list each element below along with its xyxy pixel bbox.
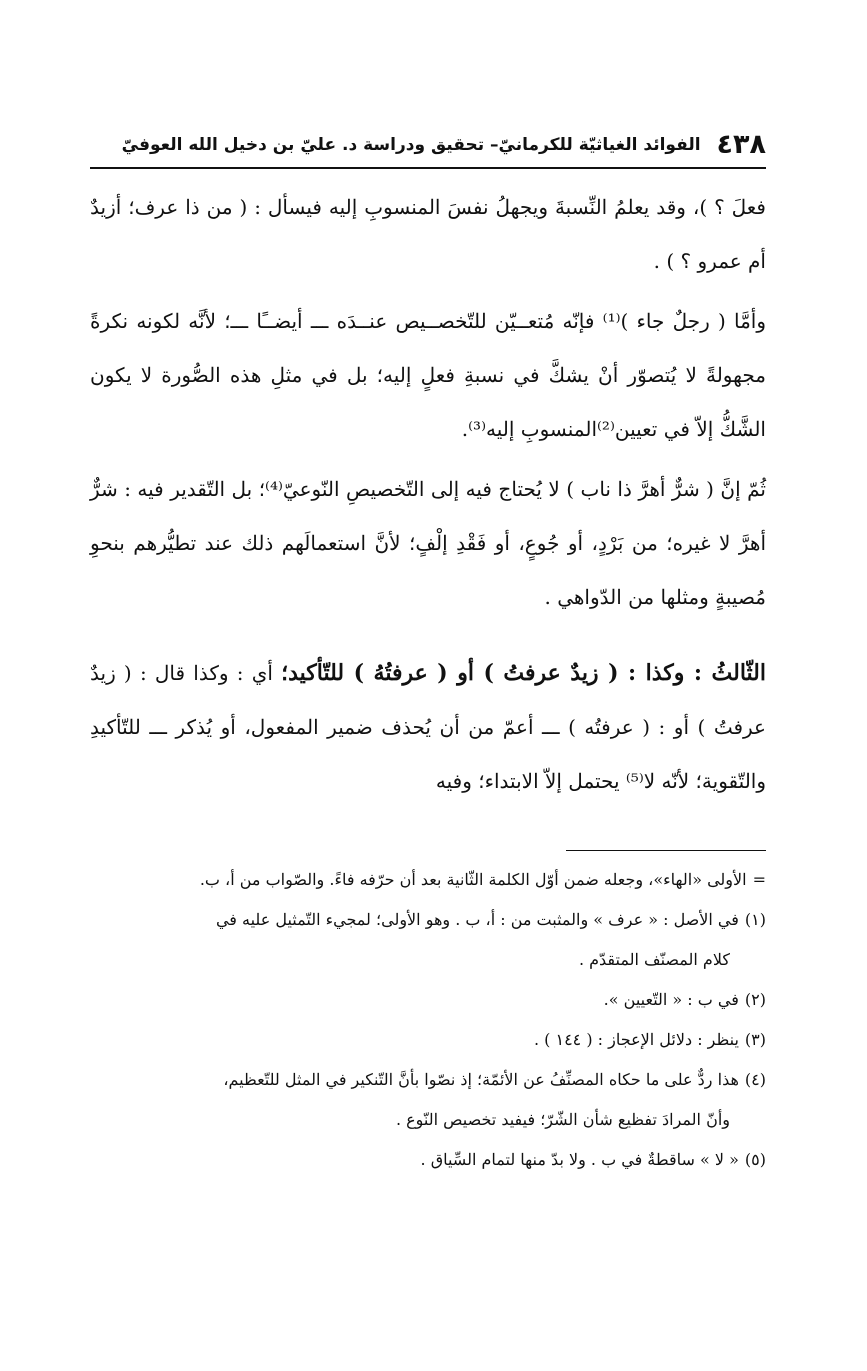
footnote-text: هذا ردٌّ على ما حكاه المصنِّفُ عن الأئمّة؛ إذ نصّوا بأنَّ التّنكير في المثل للتّعظيم،: [223, 1070, 739, 1089]
main-text: [90, 180, 766, 808]
footnote-label: =: [752, 870, 766, 889]
footnote-text: الأولى «الهاء»، وجعله ضمن أوّل الكلمة الثّانية بعد أن حرّفه فاءً. والصّواب من أ، ب.: [199, 870, 747, 889]
paragraph-2: وأمَّا ( رجلٌ جاء )⁽¹⁾ فإنّه مُتعــيّن للتّخصــيص عنــدَه ـــ أيضــًا ـــ؛ لأنَّه لكونه نكرةً مجهولةً لا يُتصوّر أنْ يشكَّ في نسبةِ فعلٍ إليه؛ بل في مثلِ هذه الصُّورة لا يكون الشَّكُّ إلاّ في تعيين⁽²⁾المنسوبِ إليه⁽³⁾.: [90, 309, 766, 441]
footnote-rule: [566, 850, 766, 851]
footnote-label: (٣): [744, 1030, 766, 1049]
footnote-label: (٢): [744, 990, 766, 1009]
paragraph-3: ثُمّ إنَّ ( شرٌّ أهرَّ ذا ناب ) لا يُحتاج فيه إلى التّخصيصِ النّوعيّ⁽⁴⁾؛ بل التّقدير فيه : شرٌّ أهرَّ لا غيره؛ من بَرْدٍ، أو جُوعٍ، أو فَقْدِ إلْفٍ؛ لأنَّ استعمالَهم ذلك عند تطيُّرهم بنحوِ مُصيبةٍ ومثلها من الدّواهي .: [90, 477, 766, 609]
footnote-1: [90, 900, 766, 980]
footnote-4: [90, 1060, 766, 1140]
header-rule: [90, 167, 766, 169]
footnote-continuation: كلام المصنّف المتقدّم .: [578, 950, 730, 969]
paragraph-1: فعلَ ؟ )، وقد يعلمُ النِّسبةَ ويجهلُ نفسَ المنسوبِ إليه فيسأل : ( من ذا عرف؛ أزيدٌ أم عمرو ؟ ) .: [90, 195, 766, 273]
footnote-5: [90, 1140, 766, 1180]
footnote-text: في ب : « التّعيين ».: [603, 990, 739, 1009]
footnote-2: [90, 980, 766, 1020]
page-number: ٤٣٨: [716, 129, 766, 160]
footnote-text: « لا » ساقطةٌ في ب . ولا بدّ منها لتمام السِّياق .: [420, 1150, 739, 1169]
paragraph-4-text: أي : وكذا قال : ( زيدٌ عرفتُ ) أو : ( عرفتُه ) ـــ أعمّ من أن يُحذف ضمير المفعول، أو يُذكر ـــ للتّأكيدِ والتّقوية؛ لأنّه لا⁽⁵⁾ يحتمل إلاّ الابتداء؛ وفيه: [90, 661, 766, 793]
running-head: الفوائد الغياثيّة للكرمانيّ– تحقيق ودراسة د. عليّ بن دخيل الله العوفيّ: [121, 135, 701, 155]
footnote-text: في الأصل : « عرف » والمثبت من : أ، ب . وهو الأولى؛ لمجيء التّمثيل عليه في: [215, 910, 739, 929]
footnote-text: ينظر : دلائل الإعجاز : ( ١٤٤ ) .: [533, 1030, 739, 1049]
footnote-3: [90, 1020, 766, 1060]
footnotes: [90, 860, 766, 1180]
footnote-label: (١): [744, 910, 766, 929]
paragraph-4: [90, 646, 766, 808]
footnote-label: (٤): [744, 1070, 766, 1089]
footnote-continued: [90, 860, 766, 900]
footnote-continuation: وأنّ المرادَ تفظيع شأن الشّرّ؛ فيفيد تخصيص النّوع .: [395, 1110, 730, 1129]
footnote-label: (٥): [744, 1150, 766, 1169]
section-heading: الثّالثُ : وكذا : ( زيدٌ عرفتُ ) أو ( عرفتُهُ ) للتّأكيد؛: [281, 660, 767, 686]
page-header: [90, 124, 766, 166]
